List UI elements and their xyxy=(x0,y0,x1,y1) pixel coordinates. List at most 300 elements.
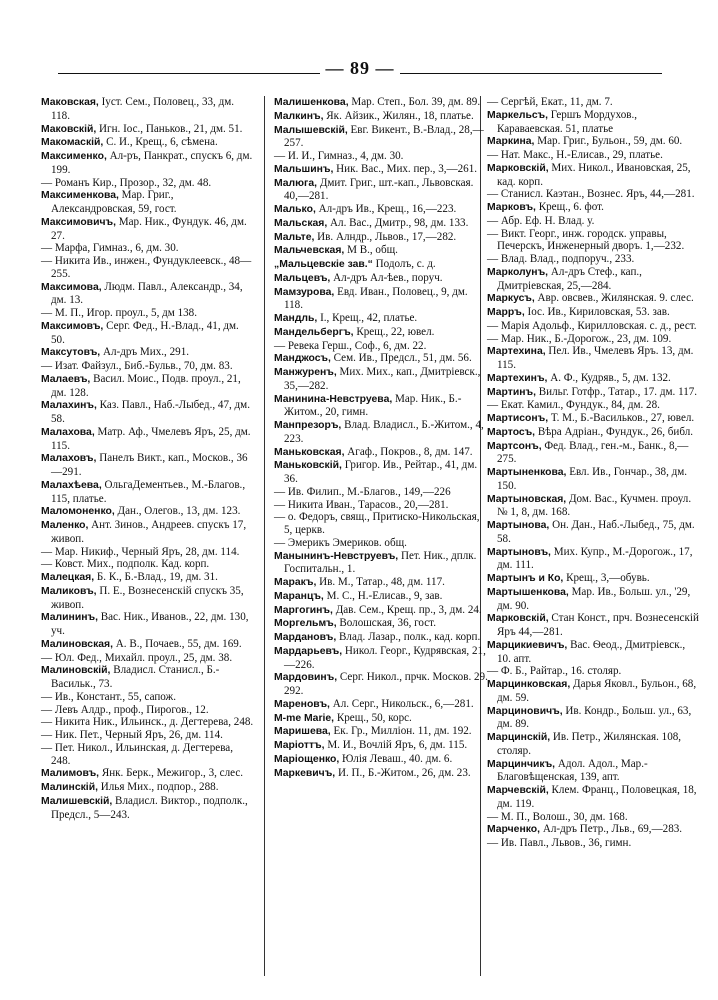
entry-surname: Маркевичъ, xyxy=(274,767,336,779)
directory-entry xyxy=(487,109,700,136)
entry-surname: Марковскій, xyxy=(487,162,549,174)
directory-entry xyxy=(487,201,700,215)
directory-entry xyxy=(41,716,255,729)
directory-entry xyxy=(41,505,255,519)
directory-entry xyxy=(41,638,255,652)
directory-entry xyxy=(274,286,488,313)
directory-entry xyxy=(487,426,700,440)
directory-entry xyxy=(41,585,255,612)
directory-entry xyxy=(274,203,488,217)
entry-details: Вас. Ник., Иванов., 22, дм. 130, уч. xyxy=(51,611,249,637)
entry-details: — Никита Ив., инжен., Фундуклеевск., 48—255. xyxy=(41,255,252,280)
directory-entry xyxy=(274,96,488,110)
entry-details: Авр. овсвев., Жилянская. 9. слес. xyxy=(537,292,694,305)
entry-surname: Малиновская, xyxy=(41,638,114,650)
directory-entry xyxy=(274,272,488,286)
directory-entry xyxy=(41,691,255,704)
entry-surname: Мартыновъ, xyxy=(487,546,551,558)
entry-surname: М-me Marie, xyxy=(274,712,335,724)
directory-entry xyxy=(274,712,488,726)
entry-surname: Манинина-Невструева, xyxy=(274,393,393,405)
entry-details: Б. К., Б.-Влад., 19, дм. 31. xyxy=(96,571,218,583)
entry-details: Ив. М., Татар., 48, дм. 117. xyxy=(319,576,445,588)
page-header xyxy=(40,58,680,88)
entry-surname: Марцикиевичъ, xyxy=(487,639,568,651)
entry-details: Мар. Ив., Больш. ул., '29, дм. 90. xyxy=(497,585,691,612)
entry-surname: Малимовъ, xyxy=(41,768,100,780)
directory-entry xyxy=(487,215,700,228)
entry-details: Ал. Серг., Никольск., 6,—281. xyxy=(332,697,474,710)
directory-entry xyxy=(274,671,488,698)
entry-surname: Маркусъ, xyxy=(487,293,535,305)
entry-details: Вѣра Адріан., Фундук., 26, библ. xyxy=(537,425,694,438)
entry-details: Дмит. Григ., шт.-кап., Львовская. 40,—281. xyxy=(284,176,474,203)
entry-details: — И. И., Гимназ., 4, дм. 30. xyxy=(274,150,404,162)
directory-entry xyxy=(274,217,488,231)
entry-surname: Марръ, xyxy=(487,307,525,318)
entry-details: Евг. Викент., В.-Влад., 28,—257. xyxy=(284,123,484,150)
directory-entry xyxy=(274,419,488,446)
entry-details: — Юл. Фед., Михайл. проул., 25, дм. 38. xyxy=(41,651,233,664)
entry-details: Мар. Ник., Фундук. 46, дм. 27. xyxy=(51,215,247,242)
directory-entry xyxy=(487,665,700,678)
entry-details: Мих. Мих., кап., Дмитріевск., 35,—282. xyxy=(284,366,481,392)
entry-details: Григор. Ив., Рейтар., 41, дм. 36. xyxy=(284,459,478,485)
entry-surname: Марковскій, xyxy=(487,613,549,625)
directory-entry xyxy=(487,493,700,520)
entry-surname: Марцинскій, xyxy=(487,732,551,743)
entry-surname: Маргогинъ, xyxy=(274,604,333,616)
entry-details: — Левъ Алдр., проф., Пирогов., 12. xyxy=(41,703,209,716)
directory-entry xyxy=(41,177,255,190)
entry-surname: Мальцевъ, xyxy=(274,272,331,284)
entry-details: — о. Федоръ, свящ., Притиско-Никольская, 5, церкв. xyxy=(274,511,480,536)
entry-details: Серг. Фед., Н.-Влад., 41, дм. 50. xyxy=(51,319,239,346)
entry-details: — Никита Ник., Ильинск., д. Дегтерева, 248. xyxy=(41,716,254,729)
directory-entry xyxy=(274,340,488,353)
entry-surname: Малкинъ, xyxy=(274,110,324,122)
directory-entry xyxy=(274,177,488,204)
directory-entry xyxy=(487,149,700,162)
directory-entry xyxy=(41,426,255,453)
entry-surname: Мамзурова, xyxy=(274,286,335,298)
directory-entry xyxy=(41,96,255,123)
entry-surname: Малюга, xyxy=(274,177,318,189)
directory-entry xyxy=(274,753,488,767)
entry-details: Янк. Берк., Межигор., 3, слес. xyxy=(101,767,244,780)
entry-surname: Маріощенко, xyxy=(274,753,340,765)
entry-details: — Ф. Б., Райтар., 16. столяр. xyxy=(487,665,622,678)
directory-entry xyxy=(274,499,488,512)
entry-details: Ив. Алндр., Львов., 17,—282. xyxy=(317,230,457,243)
entry-surname: Максимова, xyxy=(41,281,102,293)
directory-entry xyxy=(41,360,255,373)
entry-details: — Ив. Павл., Львов., 36, гимн. xyxy=(487,837,632,849)
entry-details: Ив. Петр., Жилянская. 108, столяр. xyxy=(497,731,682,757)
directory-entry xyxy=(274,631,488,645)
entry-details: — Никита Иван., Тарасов., 20,—281. xyxy=(274,498,449,511)
directory-entry xyxy=(487,333,700,346)
entry-surname: Малишевскій, xyxy=(41,795,113,807)
directory-entry xyxy=(41,767,255,781)
entry-surname: Максимовичъ, xyxy=(41,216,116,228)
directory-entry xyxy=(274,590,488,604)
entry-details: Ал-дръ Ив., Крещ., 16,—223. xyxy=(318,203,457,215)
directory-entry xyxy=(274,725,488,739)
directory-entry xyxy=(274,326,488,340)
directory-entry xyxy=(41,242,255,255)
entry-details: Пел. Ив., Чмелевъ Яръ. 13, дм. 115. xyxy=(497,345,694,371)
entry-surname: Мартынова, xyxy=(487,520,550,531)
entry-details: Вас. Ѳеод., Дмитріевск., 10. апт. xyxy=(497,638,686,665)
directory-entry xyxy=(41,136,255,150)
entry-surname: Манжуренъ, xyxy=(274,367,337,378)
entry-surname: Максименкова, xyxy=(41,190,119,202)
entry-surname: Мандль, xyxy=(274,313,318,324)
entry-details: Он. Дан., Наб.-Лыбед., 75, дм. 58. xyxy=(497,519,695,545)
directory-entry xyxy=(41,546,255,559)
entry-details: С. И., Крещ., 6, сѣмена. xyxy=(106,136,218,149)
directory-entry xyxy=(41,320,255,347)
entry-details: Крещ., 6. фот. xyxy=(538,201,604,213)
directory-entry xyxy=(41,781,255,795)
entry-details: — Влад. Влад., подпоруч., 233. xyxy=(487,253,635,265)
directory-entry xyxy=(274,604,488,618)
entry-details: — Ковст. Мих., подполк. Кад. корп. xyxy=(41,558,210,571)
entry-details: Влад. Владисл., Б.-Житом., 4, 223. xyxy=(284,419,484,445)
directory-entry xyxy=(274,486,488,499)
entry-details: А. В., Почаев., 55, дм. 169. xyxy=(115,637,242,650)
entry-details: Мар. Ник., Б.-Житом., 20, гимн. xyxy=(284,392,462,419)
entry-details: ОльгаДементьев., М.-Благов., 115, платье. xyxy=(51,478,246,505)
entry-surname: Малинскій, xyxy=(41,782,98,793)
entry-surname: Мартыненкова, xyxy=(487,467,567,478)
entry-surname: Малахова, xyxy=(41,426,95,438)
directory-entry xyxy=(41,452,255,479)
directory-entry xyxy=(41,795,255,822)
entry-surname: Манпрезоръ, xyxy=(274,420,342,431)
page-number: — 89 — xyxy=(325,58,395,78)
entry-details: Стан Конст., прч. Вознесенскій Яръ 44,—281. xyxy=(497,612,699,638)
entry-details: — Ив., Констант., 55, сапож. xyxy=(41,690,176,703)
entry-details: Серг. Никол., прчк. Москов. 29. 292. xyxy=(284,671,488,697)
entry-details: — Сергѣй, Екат., 11, дм. 7. xyxy=(487,96,613,108)
directory-entry xyxy=(487,135,700,149)
entry-details: Мих. Никол., Ивановская, 25, кад. корп. xyxy=(497,161,691,188)
entry-surname: Мартосъ, xyxy=(487,426,536,438)
entry-details: Мар. Григ., Бульон., 59, дм. 60. xyxy=(537,135,683,148)
entry-details: — Марфа, Гимназ., 6, дм. 30. xyxy=(41,242,179,255)
column-divider-1 xyxy=(264,96,265,976)
directory-entry xyxy=(41,558,255,571)
directory-entry xyxy=(274,352,488,366)
entry-details: Каз. Павл., Наб.-Лыбед., 47, дм. 58. xyxy=(51,399,250,425)
entry-details: — Ревека Герш., Соф., 6, дм. 22. xyxy=(274,339,427,352)
entry-surname: Малько, xyxy=(274,204,316,215)
directory-entry xyxy=(487,399,700,412)
entry-surname: Мардановъ, xyxy=(274,632,337,643)
directory-entry xyxy=(274,645,488,672)
entry-details: — Мар. Ник., Б.-Дорогож., 23, дм. 109. xyxy=(487,332,672,345)
column-2 xyxy=(274,96,488,780)
directory-entry xyxy=(274,739,488,753)
entry-details: Дарья Яковл., Бульон., 68, дм. 59. xyxy=(497,678,697,704)
entry-details: Мар. Григ., Александровская, 59, гост. xyxy=(51,189,177,215)
entry-surname: Маракъ, xyxy=(274,577,317,588)
entry-details: Ив. Кондр., Больш. ул., 63, дм. 89. xyxy=(497,704,692,731)
entry-surname: Марциновичъ, xyxy=(487,705,563,717)
entry-details: Ал-ръ, Панкрат., спускъ 6, дм. 199. xyxy=(51,150,253,176)
entry-details: Іос. Ив., Кириловская, 53. зав. xyxy=(527,306,670,318)
entry-surname: Малышевскій, xyxy=(274,124,348,136)
directory-entry xyxy=(41,346,255,360)
entry-surname: Мартыновская, xyxy=(487,493,567,505)
directory-entry xyxy=(41,255,255,281)
entry-details: — Нат. Макс., Н.-Елисав., 29, платье. xyxy=(487,149,663,161)
entry-details: Евд. Иван., Половец., 9, дм. 118. xyxy=(284,285,468,312)
directory-entry xyxy=(41,307,255,320)
entry-surname: Мардовинъ, xyxy=(274,672,338,684)
header-rule-right xyxy=(400,73,662,74)
entry-surname: Маковская, xyxy=(41,97,99,108)
entry-details: Васил. Моис., Подв. проул., 21, дм. 128. xyxy=(51,372,241,399)
directory-entry xyxy=(41,281,255,308)
entry-details: Илья Мих., подпор., 288. xyxy=(100,781,219,793)
entry-surname: Мартышенкова, xyxy=(487,586,569,598)
directory-entry xyxy=(487,228,700,254)
entry-details: Як. Айзик., Жилян., 18, платье. xyxy=(326,109,474,122)
directory-entry xyxy=(487,345,700,372)
entry-details: Евл. Ив., Гончар., 38, дм. 150. xyxy=(497,466,688,492)
entry-details: І., Крещ., 42, платье. xyxy=(320,312,418,324)
entry-surname: Малаевъ, xyxy=(41,373,91,385)
entry-surname: Малиновскій, xyxy=(41,665,111,677)
entry-details: Сем. Ив., Предсл., 51, дм. 56. xyxy=(333,352,472,365)
entry-details: Пет. Ник., дплк. Госпитальн., 1. xyxy=(284,549,477,576)
entry-surname: Маньковскій, xyxy=(274,460,342,472)
entry-details: Ант. Зинов., Андреев. спускъ 17, живоп. xyxy=(51,519,247,545)
entry-details: — Эмерикъ Эмериков. общ. xyxy=(274,536,407,549)
entry-surname: Малишенкова, xyxy=(274,97,349,108)
entry-surname: Малининъ, xyxy=(41,612,98,624)
directory-entry xyxy=(487,678,700,705)
entry-details: Волошская, 36, гост. xyxy=(339,617,436,630)
entry-surname: Малахѣева, xyxy=(41,479,102,491)
directory-entry xyxy=(487,758,700,785)
directory-entry xyxy=(41,611,255,638)
entry-surname: Максутовъ, xyxy=(41,347,101,359)
entry-details: Вильг. Готфр., Татар., 17. дм. 117. xyxy=(538,385,698,398)
entry-surname: Мартехинъ, xyxy=(487,372,548,384)
entry-surname: Мареновъ, xyxy=(274,698,330,710)
entry-surname: Малахинъ, xyxy=(41,400,97,412)
directory-entry xyxy=(274,576,488,590)
directory-entry xyxy=(487,639,700,666)
directory-entry xyxy=(41,519,255,546)
directory-entry xyxy=(41,729,255,742)
directory-entry xyxy=(487,162,700,189)
entry-details: Владисл. Виктор., подполк., Предсл., 5—243. xyxy=(51,794,248,821)
entry-details: Панелъ Викт., кап., Москов., 36—291. xyxy=(51,452,248,478)
directory-entry xyxy=(41,742,255,768)
entry-surname: Мартинъ, xyxy=(487,386,536,398)
entry-surname: Маранцъ, xyxy=(274,590,324,602)
entry-surname: Маріоттъ, xyxy=(274,740,325,751)
directory-entry xyxy=(274,537,488,550)
entry-details: Ал-дръ Стеф., кап., Дмитріевская, 25,—284. xyxy=(497,265,642,292)
entry-details: Ал-дръ Мих., 291. xyxy=(102,346,190,359)
entry-details: Крещ., 50, корс. xyxy=(336,711,412,724)
entry-surname: Марколунъ, xyxy=(487,266,549,278)
directory-entry xyxy=(41,571,255,585)
entry-details: Влад. Лазар., полк., кад. корп. xyxy=(339,631,481,643)
directory-entry xyxy=(274,110,488,124)
entry-details: — Абр. Еф. Н. Влад. у. xyxy=(487,214,595,227)
entry-surname: Марченко, xyxy=(487,824,541,836)
directory-entry xyxy=(274,459,488,486)
directory-entry xyxy=(487,386,700,400)
entry-surname: Мальчевская, xyxy=(274,245,345,257)
entry-surname: Мартсонъ, xyxy=(487,440,542,452)
directory-entry xyxy=(487,811,700,824)
entry-surname: Малецкая, xyxy=(41,572,95,583)
entry-details: — Изат. Файзул., Биб.-Бульв., 70, дм. 83. xyxy=(41,360,233,372)
directory-entry xyxy=(274,258,488,272)
directory-entry xyxy=(487,306,700,320)
directory-entry xyxy=(41,123,255,137)
directory-entry xyxy=(487,572,700,586)
entry-details: М. С., Н.-Елисав., 9, зав. xyxy=(326,589,443,602)
directory-entry xyxy=(274,767,488,781)
entry-details: Ал. Вас., Дмитр., 98, дм. 133. xyxy=(330,216,469,229)
directory-entry xyxy=(487,412,700,426)
entry-details: Дан., Олегов., 13, дм. 123. xyxy=(117,505,241,518)
directory-entry xyxy=(487,266,700,293)
directory-entry xyxy=(274,244,488,258)
entry-details: М. И., Вочлій Яръ, 6, дм. 115. xyxy=(327,739,468,751)
entry-surname: Маркина, xyxy=(487,136,535,148)
entry-surname: Марковъ, xyxy=(487,202,536,213)
entry-details: Игн. Іос., Паньков., 21, дм. 51. xyxy=(99,122,243,135)
entry-surname: Маркельсъ, xyxy=(487,109,548,121)
entry-surname: Моргельмъ, xyxy=(274,618,337,630)
directory-entry xyxy=(487,731,700,758)
entry-surname: Маликовъ, xyxy=(41,585,97,597)
entry-details: — Пет. Никол., Ильинская, д. Дегтерева, 248. xyxy=(41,741,233,767)
entry-details: Никол. Георг., Кудрявская, 21,—226. xyxy=(284,644,486,671)
entry-details: Юлія Леваш., 40. дм. 6. xyxy=(342,752,453,765)
entry-details: Клем. Франц., Половецкая, 18, дм. 119. xyxy=(497,784,697,810)
entry-details: Ник. Вас., Мих. пер., 3,—261. xyxy=(336,162,478,175)
directory-entry xyxy=(274,231,488,245)
directory-entry xyxy=(41,399,255,426)
entry-surname: Мальшинъ, xyxy=(274,163,334,175)
entry-details: И. П., Б.-Житом., 26, дм. 23. xyxy=(337,766,471,779)
directory-entry xyxy=(487,586,700,613)
directory-entry xyxy=(487,784,700,811)
directory-entry xyxy=(487,705,700,732)
entry-surname: Мартынъ и Ко, xyxy=(487,573,564,584)
entry-details: Адол. Адол., Мар.-Благовѣщенская, 139, апт. xyxy=(497,757,648,784)
entry-details: — Викт. Георг., инж. городск. управы, Печерскъ, Инженерный дворъ. 1,—232. xyxy=(487,227,685,253)
entry-surname: Маньковская, xyxy=(274,446,345,458)
entry-details: Матр. Аф., Чмелевъ Яръ, 25, дм. 115. xyxy=(51,425,251,452)
entry-surname: Мардарьевъ, xyxy=(274,645,343,657)
entry-details: М В., общ. xyxy=(347,244,398,257)
directory-entry xyxy=(41,479,255,506)
entry-surname: Макомаскій, xyxy=(41,137,104,149)
entry-details: Крещ., 3,—обувь. xyxy=(566,572,650,584)
entry-details: Мар. Степ., Бол. 39, дм. 89. xyxy=(351,96,481,108)
entry-details: — М. П., Волош., 30, дм. 168. xyxy=(487,810,628,823)
entry-details: — М. П., Игор. проул., 5, дм 138. xyxy=(41,307,198,319)
directory-entry xyxy=(41,373,255,400)
directory-entry xyxy=(487,519,700,546)
directory-entry xyxy=(274,124,488,151)
directory-entry xyxy=(487,372,700,386)
entry-details: — Романъ Кир., Прозор., 32, дм. 48. xyxy=(41,176,212,189)
entry-surname: Малаховъ, xyxy=(41,453,97,465)
entry-details: — Ив. Филип., М.-Благов., 149,—226 xyxy=(274,485,451,498)
entry-surname: „Мальцевскіе зав.“ xyxy=(274,259,373,270)
directory-entry xyxy=(487,612,700,639)
entry-details: — Екат. Камил., Фундук., 84, дм. 28. xyxy=(487,399,660,412)
directory-entry xyxy=(274,698,488,712)
entry-surname: Мандельбергъ, xyxy=(274,326,354,338)
entry-details: Гершъ Мордухов., Караваевская. 51, платье xyxy=(497,108,638,135)
entry-surname: Максименко, xyxy=(41,151,107,162)
column-3 xyxy=(487,96,700,850)
directory-entry xyxy=(274,163,488,177)
entry-details: — Марія Адольф., Кирилловская. с. д., рест. xyxy=(487,319,697,332)
entry-surname: Марчевскій, xyxy=(487,785,549,796)
entry-surname: Мартехина, xyxy=(487,346,546,358)
directory-entry xyxy=(487,440,700,467)
entry-details: Владисл. Станисл., Б.-Васильк., 73. xyxy=(51,664,220,690)
entry-surname: Мартисонъ, xyxy=(487,413,549,424)
entry-details: Т. М., Б.-Васильков., 27, ювел. xyxy=(550,412,695,424)
entry-surname: Маломоненко, xyxy=(41,506,115,518)
directory-entry xyxy=(274,366,488,393)
directory-entry xyxy=(487,96,700,109)
entry-surname: Максимовъ, xyxy=(41,320,104,332)
directory-entry xyxy=(487,188,700,201)
directory-entry xyxy=(41,652,255,665)
entry-details: Подолъ, с. д. xyxy=(375,258,436,270)
entry-surname: Маришева, xyxy=(274,726,331,738)
entry-details: Ал-дръ Ал-ѣев., поруч. xyxy=(333,271,443,284)
entry-surname: Мальте, xyxy=(274,231,315,243)
directory-entry xyxy=(274,511,488,537)
directory-entry xyxy=(487,292,700,306)
entry-surname: Манджосъ, xyxy=(274,353,331,365)
entry-surname: Маленко, xyxy=(41,520,89,531)
entry-surname: Манынинъ-Невструевъ, xyxy=(274,550,399,562)
entry-details: Агаф., Покров., 8, дм. 147. xyxy=(347,445,473,458)
directory-entry xyxy=(274,150,488,163)
entry-details: Ек. Гр., Милліон. 11, дм. 192. xyxy=(333,725,472,738)
entry-details: — Мар. Никиф., Черный Яръ, 28, дм. 114. xyxy=(41,545,240,558)
directory-entry xyxy=(487,546,700,573)
directory-entry xyxy=(274,446,488,460)
entry-surname: Марцинковская, xyxy=(487,679,571,690)
entry-details: Ал-дръ Петр., Льв., 69,—283. xyxy=(542,823,683,836)
entry-details: П. Е., Вознесенскій спускъ 35, живоп. xyxy=(51,584,244,611)
directory-entry xyxy=(41,150,255,177)
directory-entry xyxy=(274,617,488,631)
entry-details: Фед. Влад., ген.-м., Банк., 8,—275. xyxy=(497,439,689,466)
entry-surname: Мальская, xyxy=(274,217,328,229)
